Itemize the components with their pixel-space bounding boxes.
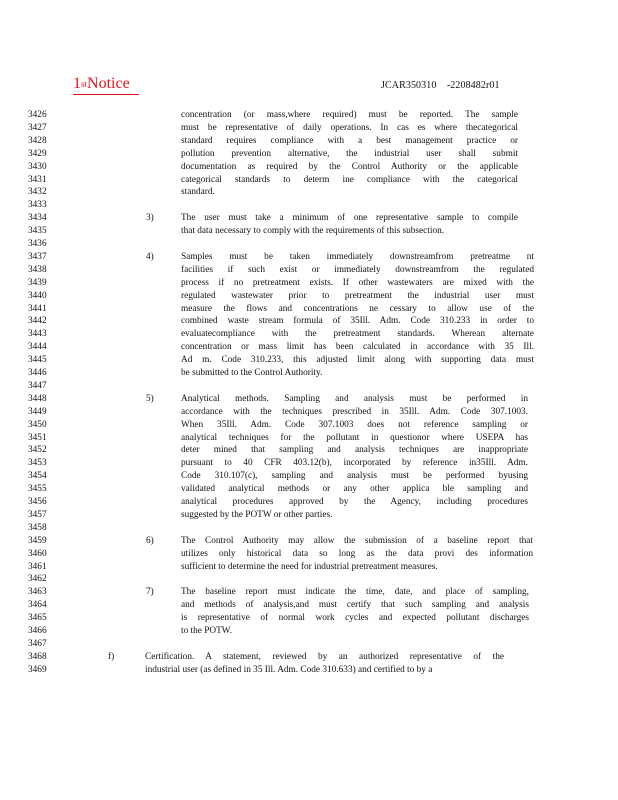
- line-number: 3438: [28, 264, 47, 275]
- line-number: 3440: [28, 290, 47, 301]
- line-number: 3433: [28, 200, 47, 211]
- text-line: concentration or mass limit has been calculated in accordance with 35 Ill.: [181, 342, 534, 353]
- line-number: 3452: [28, 445, 47, 456]
- item-marker: 4): [146, 251, 154, 262]
- line-number: 3434: [28, 213, 47, 224]
- text-line: evaluatecompliance with the pretreatment standards. Wherean alternate: [181, 329, 534, 340]
- line-number: 3427: [28, 122, 47, 133]
- line-number: 3450: [28, 419, 47, 430]
- text-line: process if no pretreatment exists. If other wastewaters are mixed with the: [181, 277, 534, 288]
- line-number: 3444: [28, 342, 47, 353]
- text-line: The baseline report must indicate the time, date, and place of sampling,: [181, 587, 529, 598]
- text-line: Samples must be taken immediately downstreamfrom pretreatme nt: [181, 251, 534, 262]
- line-number: 3448: [28, 393, 47, 404]
- text-line: industrial user (as defined in 35 Ill. Adm. Code 310.633) and certified to by a: [145, 664, 433, 675]
- line-number: 3451: [28, 432, 47, 443]
- text-line: regulated wastewater prior to pretreatment the industrial user must: [181, 290, 534, 301]
- text-line: utilizes only historical data so long as the data provi des information: [181, 548, 533, 559]
- line-number: 3443: [28, 329, 47, 340]
- item-marker: 3): [146, 213, 154, 224]
- text-line: analytical procedures approved by the Agency, including procedures: [181, 497, 528, 507]
- line-number: 3463: [28, 587, 47, 598]
- item-marker: 5): [146, 393, 154, 404]
- text-line: facilities if such exist or immediately downstreamfrom the regulated: [181, 264, 534, 275]
- text-line: to the POTW.: [181, 626, 233, 636]
- notice-number: 1: [73, 75, 81, 92]
- line-number: 3435: [28, 226, 47, 237]
- text-line: combined waste stream formula of 35Ill. Adm. Code 310.233 in order to: [181, 316, 534, 327]
- line-number: 3466: [28, 626, 47, 636]
- text-line: Ad m. Code 310.233, this adjusted limit along with supporting data must: [181, 355, 534, 366]
- text-line: is representative of normal work cycles and expected pollutant discharges: [181, 613, 529, 624]
- line-number: 3465: [28, 613, 47, 624]
- line-number: 3432: [28, 187, 47, 198]
- line-number: 3460: [28, 548, 47, 559]
- line-number: 3456: [28, 497, 47, 507]
- text-line: pursuant to 40 CFR 403.12(b), incorporated by reference in35Ill. Adm.: [181, 458, 528, 469]
- text-line: pollution prevention alternative, the industrial user shall submit: [181, 148, 518, 159]
- line-number: 3458: [28, 522, 47, 533]
- line-number: 3429: [28, 148, 47, 159]
- notice-superscript: st: [81, 79, 88, 89]
- text-line: that data necessary to comply with the requirements of this subsection.: [181, 226, 445, 237]
- line-number: 3426: [28, 110, 47, 120]
- text-line: documentation as required by the Control Authority or the applicable: [181, 161, 518, 172]
- line-number: 3445: [28, 355, 47, 366]
- line-number: 3468: [28, 651, 47, 662]
- text-line: measure the flows and concentrations ne cessary to allow use of the: [181, 303, 534, 314]
- line-number: 3449: [28, 406, 47, 417]
- line-number: 3459: [28, 535, 47, 546]
- line-number: 3455: [28, 484, 47, 495]
- text-line: must be representative of daily operations. In cas es where thecategorical: [181, 122, 518, 133]
- line-number: 3462: [28, 574, 47, 585]
- item-marker: 7): [146, 587, 154, 598]
- text-line: standard requires compliance with a best management practice or: [181, 135, 518, 146]
- line-number: 3442: [28, 316, 47, 327]
- text-line: validated analytical methods or any other applica ble sampling and: [181, 484, 528, 495]
- line-number: 3454: [28, 471, 47, 482]
- item-marker: 6): [146, 535, 154, 546]
- text-line: suggested by the POTW or other parties.: [181, 509, 333, 520]
- text-line: sufficient to determine the need for industrial pretreatment measures.: [181, 561, 438, 572]
- line-number: 3453: [28, 458, 47, 469]
- notice-word: Notice: [87, 75, 130, 92]
- line-number: 3441: [28, 303, 47, 314]
- document-id: JCAR350310 -2208482r01: [381, 80, 500, 91]
- line-number: 3469: [28, 664, 47, 675]
- text-line: and methods of analysis,and must certify that such sampling and analysis: [181, 600, 529, 611]
- line-number: 3447: [28, 380, 47, 391]
- text-line: standard.: [181, 187, 215, 198]
- line-number: 3431: [28, 174, 47, 185]
- line-number: 3430: [28, 161, 47, 172]
- text-line: categorical standards to determ ine compliance with the categorical: [181, 174, 518, 185]
- text-line: accordance with the techniques prescribed in 35Ill. Adm. Code 307.1003.: [181, 406, 528, 417]
- text-line: When 35Ill. Adm. Code 307.1003 does not reference sampling or: [181, 419, 528, 430]
- text-line: be submitted to the Control Authority.: [181, 368, 323, 378]
- text-line: Certification. A statement, reviewed by an authorized representative of the: [145, 651, 504, 662]
- text-line: The user must take a minimum of one representative sample to compile: [181, 213, 518, 224]
- text-line: The Control Authority may allow the submission of a baseline report that: [181, 535, 533, 546]
- notice-label: [73, 74, 139, 95]
- line-number: 3439: [28, 277, 47, 288]
- text-line: analytical techniques for the pollutant in questionor where USEPA has: [181, 432, 528, 443]
- line-number: 3461: [28, 561, 47, 572]
- text-line: concentration (or mass,where required) must be reported. The sample: [181, 110, 518, 120]
- line-number: 3437: [28, 251, 47, 262]
- item-marker: f): [108, 651, 115, 662]
- line-number: 3436: [28, 239, 47, 249]
- text-line: Analytical methods. Sampling and analysis must be performed in: [181, 393, 528, 404]
- line-number: 3464: [28, 600, 47, 611]
- text-line: deter mined that sampling and analysis techniques are inappropriate: [181, 445, 528, 456]
- line-number: 3446: [28, 368, 47, 378]
- line-number: 3457: [28, 509, 47, 520]
- line-number: 3467: [28, 638, 47, 649]
- line-number: 3428: [28, 135, 47, 146]
- text-line: Code 310.107(c), sampling and analysis must be performed byusing: [181, 471, 528, 482]
